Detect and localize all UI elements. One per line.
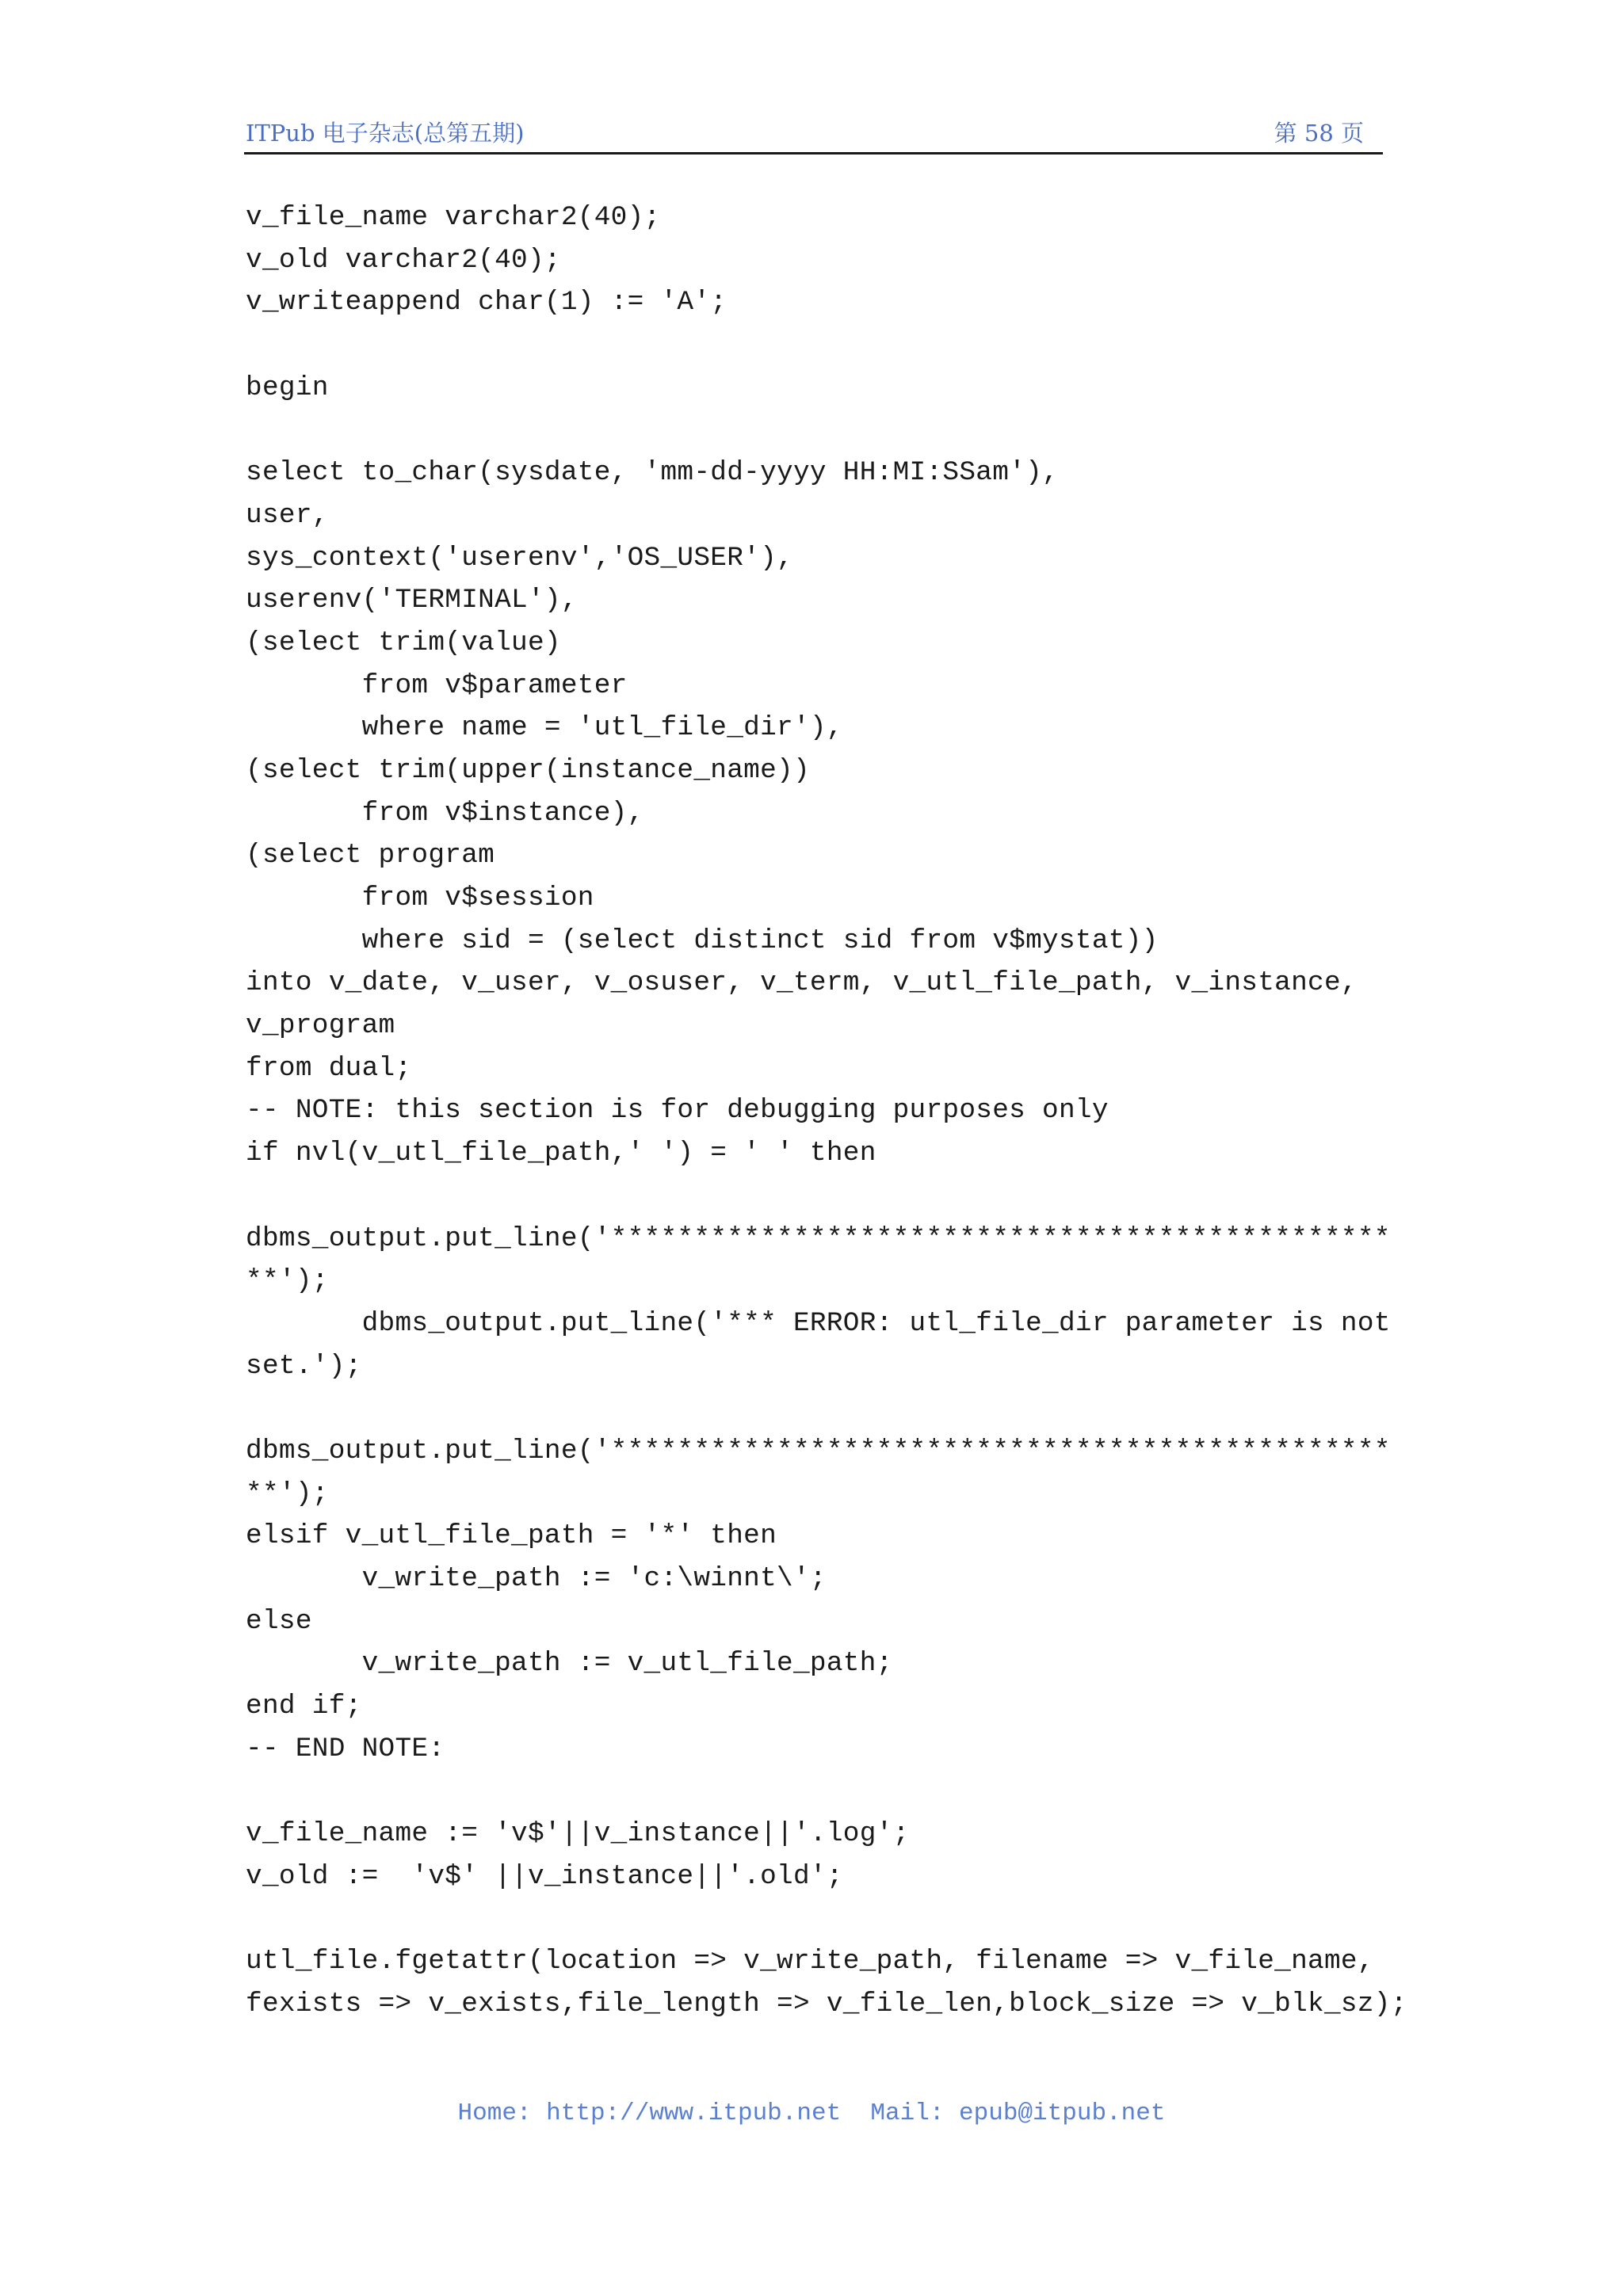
- code-line: from v$instance),: [246, 797, 644, 829]
- code-line: (select program: [246, 840, 495, 871]
- code-line: dbms_output.put_line('*** ERROR: utl_file_dir parameter is not: [246, 1307, 1391, 1339]
- code-line: from dual;: [246, 1052, 412, 1084]
- code-line: v_file_name varchar2(40);: [246, 202, 661, 233]
- code-line: begin: [246, 372, 329, 403]
- code-line: v_old varchar2(40);: [246, 244, 561, 276]
- code-line: fexists => v_exists,file_length => v_file_len,block_size => v_blk_sz);: [246, 1988, 1407, 2019]
- code-line: end if;: [246, 1691, 362, 1722]
- code-line: utl_file.fgetattr(location => v_write_path, filename => v_file_name,: [246, 1946, 1374, 1978]
- code-line: [246, 409, 1387, 452]
- code-line: elsif v_utl_file_path = '*' then: [246, 1520, 777, 1552]
- code-line: [246, 1387, 1387, 1430]
- code-line: v_write_path := 'c:\winnt\';: [246, 1563, 827, 1594]
- code-line: into v_date, v_user, v_osuser, v_term, v_utl_file_path, v_instance,: [246, 967, 1358, 999]
- code-line: (select trim(value): [246, 627, 561, 658]
- code-line: v_writeappend char(1) := 'A';: [246, 287, 727, 318]
- code-line: where sid = (select distinct sid from v$mystat)): [246, 925, 1159, 956]
- page-footer: Home: http://www.itpub.net Mail: epub@itpub.net: [457, 2100, 1166, 2127]
- code-line: v_file_name := 'v$'||v_instance||'.log';: [246, 1818, 910, 1850]
- code-line: v_write_path := v_utl_file_path;: [246, 1648, 893, 1680]
- code-line: dbms_output.put_line('***********************************************: [246, 1435, 1391, 1466]
- code-line: v_program: [246, 1010, 395, 1042]
- code-line: **');: [246, 1265, 329, 1297]
- page-number: 第 58 页: [1274, 120, 1364, 147]
- code-line: from v$parameter: [246, 669, 628, 701]
- code-line: [246, 1770, 1387, 1813]
- code-line: dbms_output.put_line('***********************************************: [246, 1222, 1391, 1254]
- code-line: [246, 324, 1387, 367]
- code-line: [246, 1175, 1387, 1218]
- code-listing: [246, 196, 1407, 2026]
- magazine-title: ITPub 电子杂志(总第五期): [246, 120, 525, 147]
- code-line: -- NOTE: this section is for debugging purposes only: [246, 1095, 1109, 1127]
- code-line: v_old := 'v$' ||v_instance||'.old';: [246, 1860, 843, 1892]
- code-line: select to_char(sysdate, 'mm-dd-yyyy HH:MI:SSam'),: [246, 457, 1059, 489]
- code-line: sys_context('userenv','OS_USER'),: [246, 542, 793, 574]
- code-line: where name = 'utl_file_dir'),: [246, 712, 843, 744]
- code-line: -- END NOTE:: [246, 1733, 445, 1764]
- code-line: if nvl(v_utl_file_path,' ') = ' ' then: [246, 1138, 876, 1169]
- code-line: user,: [246, 499, 329, 531]
- code-line: else: [246, 1605, 312, 1637]
- code-line: userenv('TERMINAL'),: [246, 585, 578, 616]
- code-line: from v$session: [246, 883, 594, 913]
- code-line: set.');: [246, 1350, 362, 1382]
- code-line: (select trim(upper(instance_name)): [246, 754, 810, 786]
- page-header: [244, 113, 1383, 154]
- code-line: **');: [246, 1478, 329, 1509]
- code-line: [246, 1898, 1387, 1941]
